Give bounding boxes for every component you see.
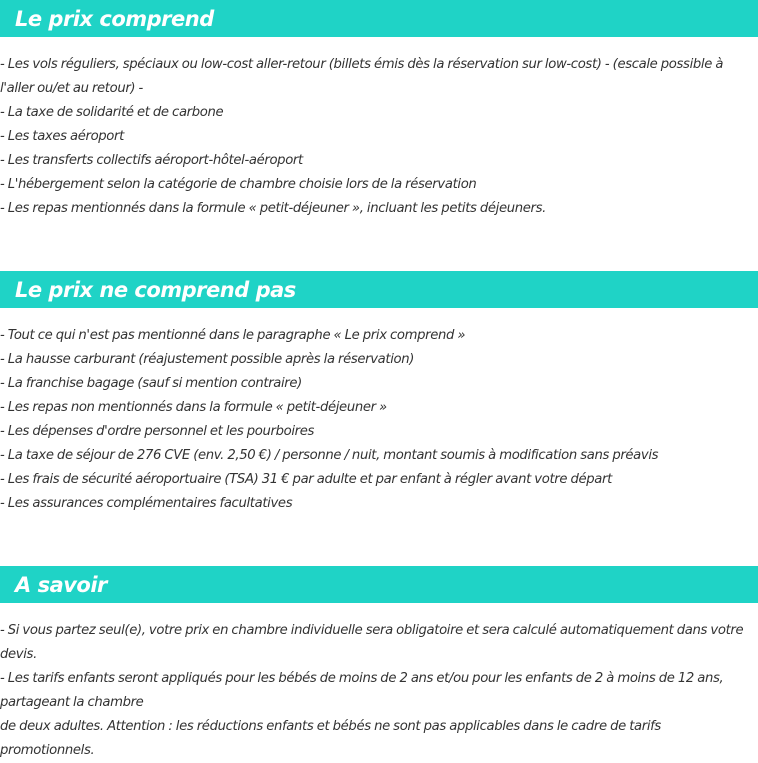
list-item: - Les repas mentionnés dans la formule « petit-déjeuner », incluant les petits déjeuners. bbox=[0, 201, 546, 216]
list-item: - Si vous partez seul(e), votre prix en chambre individuelle sera obligatoire et sera calculé automatiquement dans votre devis. bbox=[0, 623, 744, 662]
list-item: - Tout ce qui n'est pas mentionné dans le paragraphe « Le prix comprend » bbox=[0, 328, 466, 343]
section-body bbox=[0, 619, 758, 763]
list-item: - Les tarifs enfants seront appliqués pour les bébés de moins de 2 ans et/ou pour les enfants de 2 à moins de 12 ans, partageant la chambre bbox=[0, 671, 724, 710]
list-item: - Les vols réguliers, spéciaux ou low-cost aller-retour (billets émis dès la réservation sur low-cost) - (escale possible à l'aller ou/et au retour) - bbox=[0, 57, 724, 96]
list-item: - La franchise bagage (sauf si mention contraire) bbox=[0, 376, 302, 391]
section-header bbox=[0, 271, 758, 308]
list-item: - La hausse carburant (réajustement possible après la réservation) bbox=[0, 352, 415, 367]
section-title: A savoir bbox=[15, 572, 107, 597]
list-item: - Les frais de sécurité aéroportuaire (TSA) 31 € par adulte et par enfant à régler avant votre départ bbox=[0, 472, 612, 487]
list-item: - La taxe de solidarité et de carbone bbox=[0, 105, 224, 120]
section-header bbox=[0, 566, 758, 603]
list-item: de deux adultes. Attention : les réductions enfants et bébés ne sont pas applicables dans le cadre de tarifs promotionnels. bbox=[0, 719, 661, 758]
section-price-excludes bbox=[0, 271, 758, 516]
section-body bbox=[0, 53, 758, 221]
list-item: - Les dépenses d'ordre personnel et les pourboires bbox=[0, 424, 315, 439]
list-item: - La taxe de séjour de 276 CVE (env. 2,50 €) / personne / nuit, montant soumis à modification sans préavis bbox=[0, 448, 659, 463]
section-body bbox=[0, 324, 758, 516]
section-title: Le prix comprend bbox=[15, 6, 214, 31]
section-title: Le prix ne comprend pas bbox=[15, 277, 296, 302]
list-item: - Les repas non mentionnés dans la formule « petit-déjeuner » bbox=[0, 400, 387, 415]
list-item: - L'hébergement selon la catégorie de chambre choisie lors de la réservation bbox=[0, 177, 477, 192]
list-item: - Les taxes aéroport bbox=[0, 129, 124, 144]
section-price-includes bbox=[0, 0, 758, 221]
list-item: - Les assurances complémentaires facultatives bbox=[0, 496, 293, 511]
section-header bbox=[0, 0, 758, 37]
section-good-to-know bbox=[0, 566, 758, 763]
list-item: - Les transferts collectifs aéroport-hôtel-aéroport bbox=[0, 153, 303, 168]
